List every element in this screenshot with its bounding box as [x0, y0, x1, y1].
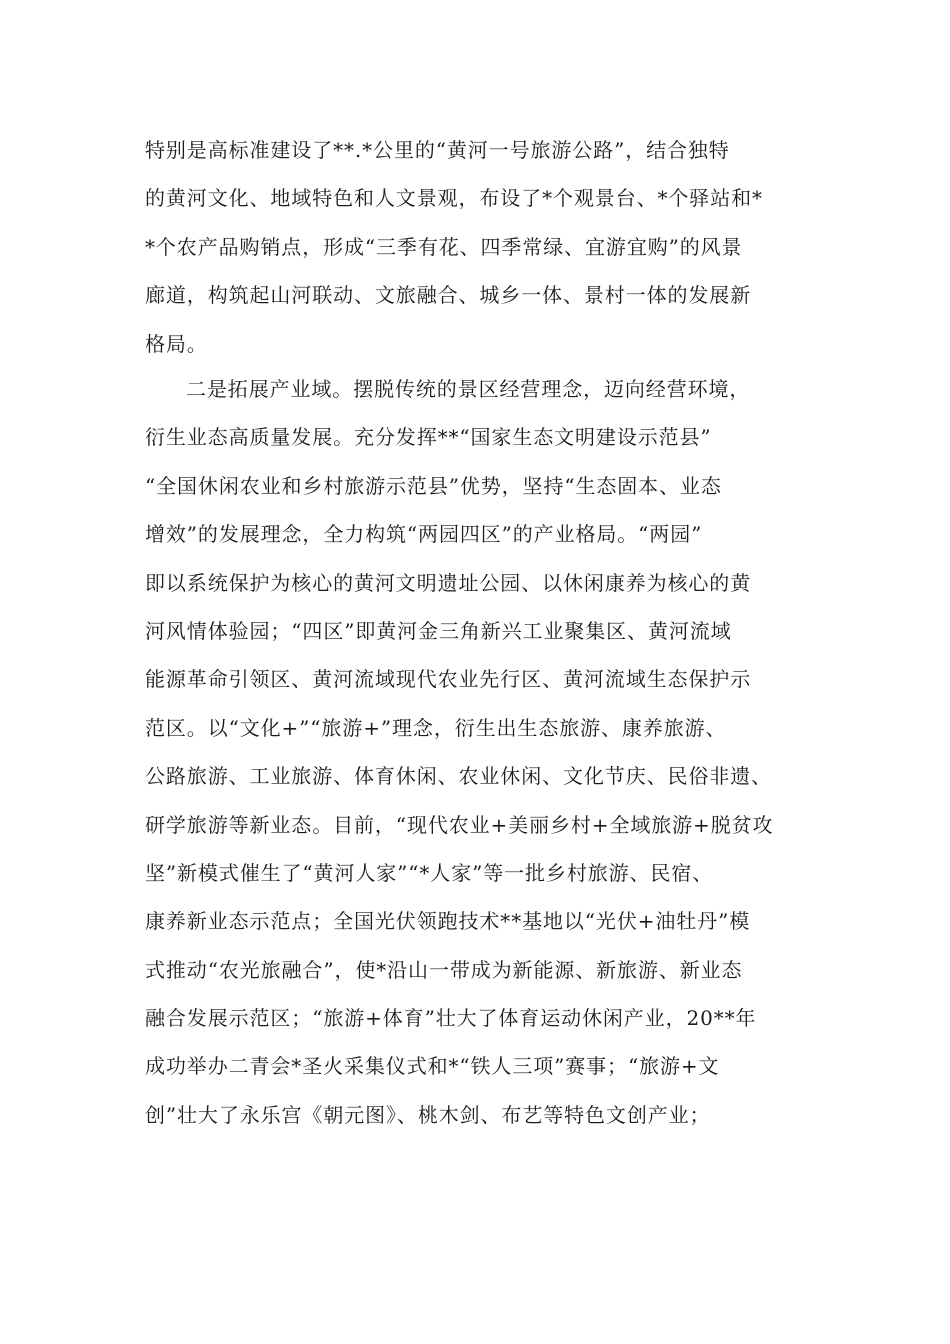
paragraph-line: 坚”新模式催生了“黄河人家”“*人家”等一批乡村旅游、民宿、	[145, 860, 714, 885]
paragraph-line: 研学旅游等新业态。目前，“现代农业+美丽乡村+全域旅游+脱贫攻	[145, 812, 774, 837]
paragraph-line: 廊道，构筑起山河联动、文旅融合、城乡一体、景村一体的发展新	[145, 283, 752, 308]
paragraph-line: 格局。	[145, 331, 208, 356]
paragraph-line: 成功举办二青会*圣火采集仪式和*“铁人三项”赛事；“旅游+文	[145, 1054, 720, 1079]
paragraph-line: *个农产品购销点，形成“三季有花、四季常绿、宜游宜购”的风景	[145, 234, 743, 259]
paragraph-line: 公路旅游、工业旅游、体育休闲、农业休闲、文化节庆、民俗非遗、	[145, 764, 772, 789]
paragraph-line: 河风情体验园；“四区”即黄河金三角新兴工业聚集区、黄河流域	[145, 618, 732, 643]
paragraph-line: 式推动“农光旅融合”，使*沿山一带成为新能源、新旅游、新业态	[145, 957, 743, 982]
paragraph-line: 创”壮大了永乐宫《朝元图》、桃木剑、布艺等特色文创产业；	[145, 1102, 711, 1127]
paragraph-line: 特别是高标准建设了**.*公里的“黄河一号旅游公路”，结合独特	[145, 138, 730, 162]
paragraph-line: 衍生业态高质量发展。充分发挥**“国家生态文明建设示范县”	[145, 425, 712, 450]
paragraph-line: 范区。以“文化+”“旅游+”理念，衍生出生态旅游、康养旅游、	[145, 715, 727, 740]
paragraph-line: 能源革命引领区、黄河流域现代农业先行区、黄河流域生态保护示	[145, 667, 752, 692]
paragraph-line: “全国休闲农业和乡村旅游示范县”优势，坚持“生态固本、业态	[145, 473, 722, 498]
paragraph-line: 的黄河文化、地域特色和人文景观，布设了*个观景台、*个驿站和*	[145, 186, 763, 211]
paragraph-line: 融合发展示范区；“旅游+体育”壮大了体育运动休闲产业，20**年	[145, 1006, 757, 1031]
paragraph-line: 即以系统保护为核心的黄河文明遗址公园、以休闲康养为核心的黄	[145, 570, 752, 595]
paragraph-line: 增效”的发展理念，全力构筑“两园四区”的产业格局。“两园”	[145, 522, 703, 547]
paragraph-line: 康养新业态示范点；全国光伏领跑技术**基地以“光伏+油牡丹”模	[145, 909, 751, 934]
paragraph-2	[145, 365, 773, 1139]
paragraph-line: 二是拓展产业域。摆脱传统的景区经营理念，迈向经营环境，	[186, 377, 751, 401]
paragraph-1	[145, 126, 763, 368]
